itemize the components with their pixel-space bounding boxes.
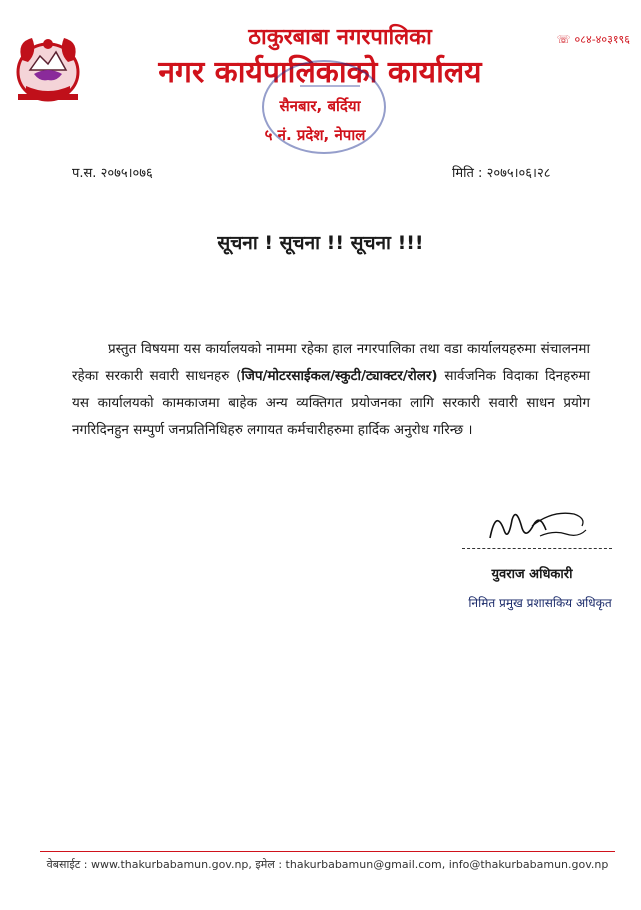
letter-date: मिति : २०७५।०६।२८ [452,166,551,181]
phone-text: ०८४-४०३१९६ [574,33,630,46]
office-title: नगर कार्यपालिकाको कार्यालय [158,55,482,90]
phone-icon: ☏ [556,33,571,46]
signature-line [462,548,612,549]
municipality-name: ठाकुरबाबा नगरपालिका [248,25,432,50]
footer-contact: वेबसाईट : www.thakurbabamun.gov.np, इमेल : thakurbabamun@gmail.com, info@thakurbabamun.gov.np [46,858,609,871]
address-line-1: सैनबार, बर्दिया [279,97,361,115]
notice-body-vehicles: जिप/मोटरसाईकल/स्कुटी/ट्याक्टर/रोलर) [241,368,438,384]
handwritten-signature [482,500,592,548]
notice-heading: सूचना ! सूचना !! सूचना !!! [217,232,424,254]
notice-body-part2: सार्वजनिक विदाका दिनहरुमा यस कार्यालयको कामकाजमा बाहेक अन्य व्यक्तिगत प्रयोजनका लागि सरकारी सवारी साधन प्रयोग नगरिदिनहुन सम्पुर्ण जनप्रतिनिधिहरु लगायत कर्मचारीहरुमा हार्दिक अनुरोध गरिन्छ । [72,368,590,438]
footer-divider [40,851,615,852]
nepal-emblem-icon [8,30,88,108]
signer-title: निमित प्रमुख प्रशासकिय अधिकृत [468,596,612,610]
address-line-2: ५ नं. प्रदेश, नेपाल [264,126,366,144]
stamp-mark [300,85,360,87]
notice-body-part1: प्रस्तुत विषयमा यस कार्यालयको नाममा रहेका हाल नगरपालिका तथा वडा कार्यालयहरुमा संचालनमा रहेका सरकारी सवारी साधनहरु ( [72,341,590,384]
reference-number: प.स. २०७५।०७६ [72,166,153,181]
signer-name: युवराज अधिकारी [491,567,573,582]
notice-body [72,336,590,444]
phone-number [500,33,630,47]
